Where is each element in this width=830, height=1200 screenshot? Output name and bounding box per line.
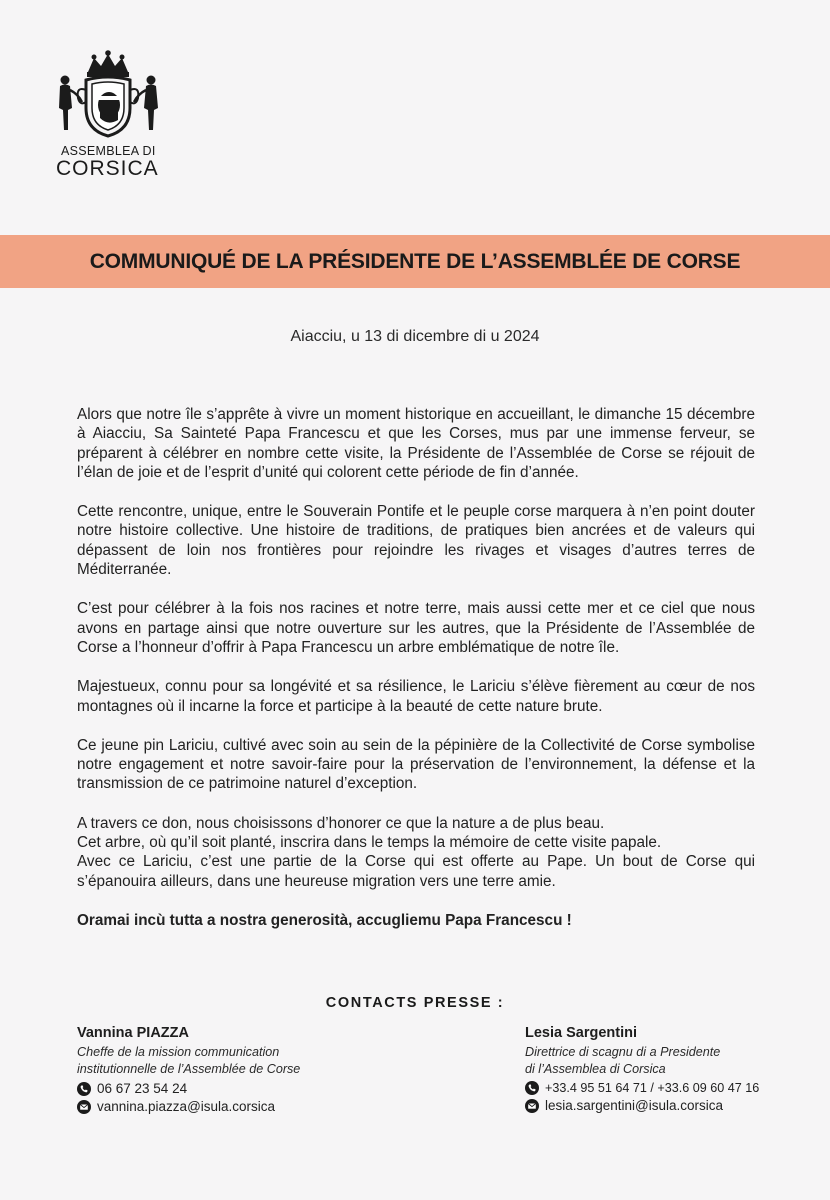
contact-phone-row [525, 1081, 759, 1095]
contact-role-line2: institutionnelle de l’Assemblée de Corse [77, 1062, 301, 1076]
contact-phone[interactable]: +33.4 95 51 64 71 / +33.6 09 60 47 16 [545, 1081, 760, 1095]
contacts-title: CONTACTS PRESSE : [325, 995, 505, 1011]
envelope-icon [525, 1099, 539, 1113]
paragraph-2: Cette rencontre, unique, entre le Souverain Pontife et le peuple corse marquera à n’en point douter notre histoire collective. Une histoire de traditions, de pratiques bien ancrées et de valeurs qui dépassent de loin nos frontières pour rejoindre les rivages et visages d’autres terres de Méditerranée. [77, 503, 755, 579]
logo-text-line1: ASSEMBLEA DI [61, 144, 156, 158]
contact-role-line2: di l’Assemblea di Corsica [525, 1062, 666, 1076]
closing-statement: Oramai incù tutta a nostra generosità, accugliemu Papa Francescu ! [77, 911, 572, 929]
contact-phone-row [77, 1081, 300, 1096]
paragraph-1: Alors que notre île s’apprête à vivre un moment historique en accueillant, le dimanche 15 décembre à Aiacciu, Sa Sainteté Papa Francescu et que les Corses, mus par une immense ferveur, se préparent à célébrer en nombre cette visite, la Présidente de l’Assemblée de Corse se réjouit de l’élan de joie et de l’esprit d’unité qui colorent cette période de fin d’année. [77, 406, 755, 481]
envelope-icon [77, 1100, 91, 1114]
logo-text-line2: CORSICA [56, 157, 159, 180]
page-title: COMMUNIQUÉ DE LA PRÉSIDENTE DE L’ASSEMBLÉE DE CORSE [89, 249, 741, 273]
contact-name: Vannina PIAZZA [77, 1025, 189, 1041]
contact-role-line1: Cheffe de la mission communication [77, 1045, 280, 1059]
assemblea-logo [52, 50, 162, 181]
contact-email[interactable]: lesia.sargentini@isula.corsica [545, 1098, 724, 1113]
contact-role-line1: Direttrice di scagnu di a Presidente [525, 1045, 721, 1059]
closing-line-3: Avec ce Lariciu, c’est une partie de la Corse qui est offerte au Pape. Un bout de Corse qui s’épanouira ailleurs, dans une heureuse migration vers une terre amie. [77, 853, 755, 890]
contact-phone[interactable]: 06 67 23 54 24 [97, 1081, 188, 1096]
contact-email-row [525, 1098, 759, 1113]
phone-icon [525, 1081, 539, 1095]
title-banner [0, 235, 830, 288]
dateline: Aiacciu, u 13 di dicembre di u 2024 [290, 328, 540, 345]
closing-line-2: Cet arbre, où qu’il soit planté, inscrira dans le temps la mémoire de cette visite papale. [77, 834, 662, 852]
contact-email[interactable]: vannina.piazza@isula.corsica [97, 1099, 276, 1114]
closing-line-1: A travers ce don, nous choisissons d’honorer ce que la nature a de plus beau. [77, 814, 605, 832]
paragraph-3: C’est pour célébrer à la fois nos racines et notre terre, mais aussi cette mer et ce ciel que nous avons en partage ainsi que notre ouverture sur les autres, que la Présidente de l’Assemblée de Corse a l’honneur d’offrir à Papa Francescu un arbre emblématique de notre île. [77, 600, 755, 656]
contact-name: Lesia Sargentini [525, 1025, 638, 1041]
paragraph-4: Majestueux, connu pour sa longévité et sa résilience, le Lariciu s’élève fièrement au cœur de nos montagnes où il incarne la force et participe à la beauté de cette nature brute. [77, 678, 755, 715]
contact-email-row [77, 1099, 300, 1114]
contact-right [525, 1025, 759, 1113]
phone-icon [77, 1082, 91, 1096]
corsica-coat-of-arms-icon [54, 50, 162, 140]
communique-body [77, 405, 755, 950]
paragraph-6 [77, 814, 755, 891]
paragraph-5: Ce jeune pin Lariciu, cultivé avec soin au sein de la pépinière de la Collectivité de Corse symbolise notre engagement et notre savoir-faire pour la préservation de l’environnement, la défense et la transmission de ce patrimoine naturel d’exception. [77, 736, 755, 793]
contact-left [77, 1025, 300, 1114]
